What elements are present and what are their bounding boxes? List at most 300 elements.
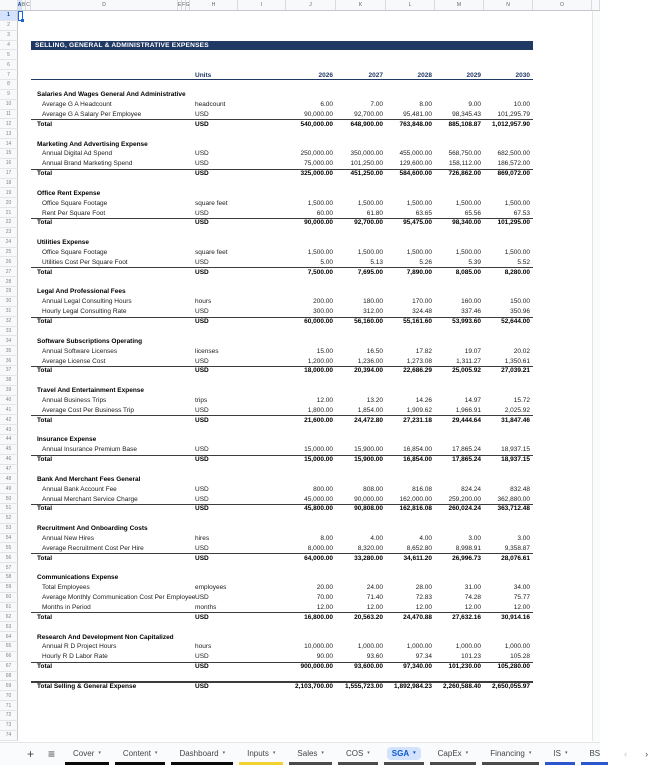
row-header-43[interactable]: 43: [0, 425, 18, 435]
cell-label[interactable]: Annual Brand Marketing Spend: [42, 160, 133, 168]
cell-value-2027[interactable]: 808.00: [363, 485, 383, 493]
cell-value-2026[interactable]: 21,600.00: [304, 416, 333, 424]
cell-label[interactable]: Annual Software Licenses: [42, 347, 118, 355]
cell-value-2029[interactable]: 160.00: [461, 298, 481, 306]
cell-value-2026[interactable]: 15,000.00: [304, 446, 333, 454]
row-header-35[interactable]: 35: [0, 346, 18, 356]
row-header-70[interactable]: 70: [0, 691, 18, 701]
sheet-tab-capex[interactable]: [430, 743, 477, 765]
cell-unit[interactable]: USD: [195, 653, 209, 661]
cell-unit[interactable]: USD: [195, 258, 209, 266]
row-header-73[interactable]: 73: [0, 721, 18, 731]
cell-unit[interactable]: hours: [195, 643, 212, 651]
row-header-47[interactable]: 47: [0, 465, 18, 475]
row-header-15[interactable]: 15: [0, 149, 18, 159]
cell-value-2026[interactable]: 90,000.00: [304, 111, 333, 119]
cell-value-2030[interactable]: 75.77: [513, 594, 530, 602]
column-header-i[interactable]: I: [238, 0, 286, 10]
row-header-42[interactable]: 42: [0, 415, 18, 425]
cell-unit[interactable]: USD: [195, 544, 209, 552]
cell-unit[interactable]: USD: [195, 150, 209, 158]
cell-value-2028[interactable]: 95,475.00: [403, 219, 432, 227]
section-header[interactable]: Software Subscriptions Operating: [37, 337, 143, 345]
cell-unit[interactable]: months: [195, 603, 217, 611]
cell-value-2028[interactable]: 170.00: [412, 298, 432, 306]
cell-value-2027[interactable]: 33,280.00: [354, 554, 383, 562]
cell-value-2030[interactable]: 27,039.21: [501, 367, 530, 375]
cell-value-2026[interactable]: 250,000.00: [300, 150, 333, 158]
cell-value-2027[interactable]: 24.00: [366, 584, 383, 592]
cell-value-2029[interactable]: 824.24: [461, 485, 481, 493]
cell-unit[interactable]: hours: [195, 298, 212, 306]
row-header-49[interactable]: 49: [0, 484, 18, 494]
cell-unit[interactable]: USD: [195, 594, 209, 602]
total-label[interactable]: Total: [37, 416, 53, 424]
cell-label[interactable]: Hourly R D Labor Rate: [42, 653, 108, 661]
column-header-k[interactable]: K: [336, 0, 386, 10]
cell-value-2028[interactable]: 63.65: [415, 209, 432, 217]
cell-value-2030[interactable]: 105,280.00: [497, 663, 530, 671]
cell-value-2027[interactable]: 12.00: [366, 603, 383, 611]
cell-value-2027[interactable]: 71.40: [366, 594, 383, 602]
scroll-tabs-left-button[interactable]: ‹: [624, 749, 628, 759]
cell-value-2026[interactable]: 1,800.00: [307, 406, 333, 414]
row-header-23[interactable]: 23: [0, 228, 18, 238]
cell-value-2027[interactable]: 15,900.00: [354, 446, 383, 454]
cell-value-2028[interactable]: 1,500.00: [406, 199, 432, 207]
cell-value-2027[interactable]: 648,900.00: [350, 120, 383, 128]
cell-value-2030[interactable]: 12.00: [513, 603, 530, 611]
total-label[interactable]: Total: [37, 554, 53, 562]
total-label[interactable]: Total: [37, 219, 53, 227]
sheet-tab-cos[interactable]: [338, 743, 378, 765]
row-header-40[interactable]: 40: [0, 396, 18, 406]
cell-value-2030[interactable]: 101,295.00: [497, 219, 530, 227]
chevron-down-icon[interactable]: ▾: [465, 750, 469, 756]
cell-unit[interactable]: USD: [195, 456, 209, 464]
cell-value-2026[interactable]: 800.00: [313, 485, 333, 493]
chevron-down-icon[interactable]: ▾: [98, 750, 101, 756]
cell-value-2027[interactable]: 93.60: [366, 653, 383, 661]
cell-value-2029[interactable]: 19.07: [464, 347, 481, 355]
cell-label[interactable]: Annual Merchant Service Charge: [42, 495, 138, 503]
cell-unit[interactable]: USD: [195, 406, 209, 414]
cell-value-2028[interactable]: 1,909.62: [406, 406, 432, 414]
total-label[interactable]: Total: [37, 170, 53, 178]
cell-unit[interactable]: square feet: [195, 249, 228, 257]
section-header[interactable]: Legal And Professional Fees: [37, 288, 126, 296]
chevron-down-icon[interactable]: ▾: [154, 750, 158, 756]
cell-value-2028[interactable]: 16,854.00: [403, 456, 432, 464]
row-header-9[interactable]: 9: [0, 90, 18, 100]
cell-unit[interactable]: USD: [195, 160, 209, 168]
cell-label[interactable]: Average Monthly Communication Cost Per Employee: [42, 594, 196, 602]
cell-value-2027[interactable]: 20,394.00: [354, 367, 383, 375]
add-sheet-button[interactable]: +: [27, 747, 35, 761]
column-header-overflow[interactable]: [592, 0, 600, 10]
cell-value-2030[interactable]: 832.48: [510, 485, 530, 493]
cell-value-2026[interactable]: 10,000.00: [304, 643, 333, 651]
cell-label[interactable]: Office Square Footage: [42, 199, 108, 207]
row-header-54[interactable]: 54: [0, 534, 18, 544]
cell-value-2027[interactable]: 8,320.00: [357, 544, 383, 552]
cell-value-2028[interactable]: 27,231.18: [403, 416, 432, 424]
cell-value-2027[interactable]: 24,472.80: [354, 416, 383, 424]
cell-unit[interactable]: USD: [195, 209, 209, 217]
row-header-59[interactable]: 59: [0, 583, 18, 593]
cell-value-2030[interactable]: 3.00: [517, 534, 530, 542]
units-column-header[interactable]: Units: [195, 71, 212, 79]
row-header-25[interactable]: 25: [0, 248, 18, 258]
cell-value-2029[interactable]: 8,998.91: [455, 544, 481, 552]
cell-value-2030[interactable]: 28,076.61: [501, 554, 530, 562]
cell-value-2026[interactable]: 5.00: [320, 258, 333, 266]
cell-value-2029[interactable]: 259,200.00: [448, 495, 481, 503]
column-header-h[interactable]: H: [190, 0, 238, 10]
cell-value-2029[interactable]: 27,632.16: [452, 613, 481, 621]
row-header-61[interactable]: 61: [0, 603, 18, 613]
cell-value-2028[interactable]: 14.26: [415, 396, 432, 404]
row-header-22[interactable]: 22: [0, 218, 18, 228]
total-label[interactable]: Total: [37, 456, 53, 464]
sheet-tab-dashboard[interactable]: [171, 743, 233, 765]
cell-value-2027[interactable]: 350,000.00: [350, 150, 383, 158]
cell-value-2030[interactable]: 186,572.00: [497, 160, 530, 168]
cell-value-2030[interactable]: 20.02: [513, 347, 530, 355]
cell-value-2029[interactable]: 17,865.24: [452, 446, 481, 454]
total-label[interactable]: Total: [37, 663, 53, 671]
cell-value-2030[interactable]: 105.28: [510, 653, 530, 661]
sheet-tab-financing[interactable]: [482, 743, 539, 765]
cell-value-2030[interactable]: 362,880.00: [497, 495, 530, 503]
cell-label[interactable]: Months in Period: [42, 603, 91, 611]
row-header-64[interactable]: 64: [0, 632, 18, 642]
cell-value-2027[interactable]: 61.80: [366, 209, 383, 217]
cell-value-2028[interactable]: 34,611.20: [403, 554, 432, 562]
cell-value-2028[interactable]: 28.00: [415, 584, 432, 592]
total-label[interactable]: Total: [37, 367, 53, 375]
cell-value-2029[interactable]: 101.23: [461, 653, 481, 661]
cell-value-2028[interactable]: 584,600.00: [399, 170, 432, 178]
cell-value-2026[interactable]: 300.00: [313, 308, 333, 316]
section-header[interactable]: Research And Development Non Capitalized: [37, 633, 174, 641]
cell-value-2028[interactable]: 1,000.00: [406, 643, 432, 651]
cell-value-2027[interactable]: 1,500.00: [357, 199, 383, 207]
cell-value-2029[interactable]: 2,260,588.40: [443, 682, 481, 690]
cell-unit[interactable]: USD: [195, 554, 209, 562]
cell-label[interactable]: Annual New Hires: [42, 534, 95, 542]
cell-unit[interactable]: USD: [195, 367, 209, 375]
cell-value-2027[interactable]: 1,236.00: [357, 357, 383, 365]
column-header-g[interactable]: G: [185, 2, 190, 8]
cell-value-2027[interactable]: 90,808.00: [354, 505, 383, 513]
row-header-27[interactable]: 27: [0, 267, 18, 277]
cell-value-2026[interactable]: 8,000.00: [307, 544, 333, 552]
cell-value-2029[interactable]: 337.46: [461, 308, 481, 316]
row-header-18[interactable]: 18: [0, 179, 18, 189]
column-header-d[interactable]: D: [31, 0, 178, 10]
cell-value-2029[interactable]: 3.00: [468, 534, 481, 542]
cell-value-2030[interactable]: 67.53: [513, 209, 530, 217]
cell-value-2029[interactable]: 53,993.60: [452, 318, 481, 326]
column-header-m[interactable]: M: [435, 0, 484, 10]
row-header-51[interactable]: 51: [0, 504, 18, 514]
row-header-13[interactable]: 13: [0, 129, 18, 139]
cell-value-2028[interactable]: 816.08: [412, 485, 432, 493]
cell-unit[interactable]: licenses: [195, 347, 219, 355]
sheet-tab-bs[interactable]: [581, 743, 608, 765]
cell-value-2027[interactable]: 15,900.00: [354, 456, 383, 464]
row-header-37[interactable]: 37: [0, 366, 18, 376]
chevron-down-icon[interactable]: ▾: [222, 750, 226, 756]
cell-value-2030[interactable]: 1,000.00: [504, 643, 530, 651]
page-title[interactable]: SELLING, GENERAL & ADMINISTRATIVE EXPENSES: [31, 41, 533, 50]
row-header-33[interactable]: 33: [0, 327, 18, 337]
cell-value-2029[interactable]: 29,444.64: [452, 416, 481, 424]
cell-value-2029[interactable]: 8,085.00: [455, 268, 481, 276]
cell-value-2026[interactable]: 15,000.00: [304, 456, 333, 464]
cell-label[interactable]: Average License Cost: [42, 357, 106, 365]
row-header-24[interactable]: 24: [0, 238, 18, 248]
row-header-5[interactable]: 5: [0, 50, 18, 60]
cell-value-2029[interactable]: 5.39: [468, 258, 481, 266]
cell-value-2030[interactable]: 2,025.92: [504, 406, 530, 414]
cell-label[interactable]: Average Cost Per Business Trip: [42, 406, 135, 414]
cell-value-2030[interactable]: 2,650,055.97: [492, 682, 530, 690]
total-label[interactable]: Total: [37, 268, 53, 276]
cell-value-2027[interactable]: 1,854.00: [357, 406, 383, 414]
cell-unit[interactable]: headcount: [195, 101, 226, 109]
cell-value-2027[interactable]: 93,600.00: [354, 663, 383, 671]
row-header-6[interactable]: 6: [0, 60, 18, 70]
cell-value-2029[interactable]: 1,500.00: [455, 249, 481, 257]
cell-value-2027[interactable]: 5.13: [370, 258, 383, 266]
cell-value-2030[interactable]: 30,914.16: [501, 613, 530, 621]
chevron-down-icon[interactable]: ▾: [413, 750, 416, 756]
row-header-14[interactable]: 14: [0, 139, 18, 149]
year-column-header-2027[interactable]: 2027: [368, 71, 383, 79]
row-header-30[interactable]: 30: [0, 297, 18, 307]
cell-unit[interactable]: USD: [195, 357, 209, 365]
row-header-39[interactable]: 39: [0, 386, 18, 396]
section-header[interactable]: Bank And Merchant Fees General: [37, 475, 141, 483]
cell-value-2030[interactable]: 52,644.00: [501, 318, 530, 326]
column-header-b[interactable]: B: [21, 2, 26, 8]
cell-value-2028[interactable]: 1,273.08: [406, 357, 432, 365]
cell-unit[interactable]: USD: [195, 446, 209, 454]
year-column-header-2030[interactable]: 2030: [515, 71, 530, 79]
cell-value-2028[interactable]: 129,600.00: [399, 160, 432, 168]
cell-value-2029[interactable]: 65.56: [464, 209, 481, 217]
row-header-66[interactable]: 66: [0, 652, 18, 662]
row-header-20[interactable]: 20: [0, 198, 18, 208]
cell-value-2027[interactable]: 92,700.00: [354, 111, 383, 119]
cell-label[interactable]: Annual Digital Ad Spend: [42, 150, 113, 158]
cell-value-2030[interactable]: 15.72: [513, 396, 530, 404]
chevron-down-icon[interactable]: ▾: [528, 750, 532, 756]
sheet-tab-is[interactable]: [545, 743, 575, 765]
cell-value-2029[interactable]: 260,024.24: [448, 505, 481, 513]
cell-label[interactable]: Rent Per Square Foot: [42, 209, 106, 217]
row-header-16[interactable]: 16: [0, 159, 18, 169]
row-header-3[interactable]: 3: [0, 31, 18, 41]
row-header-57[interactable]: 57: [0, 563, 18, 573]
cell-value-2026[interactable]: 2,103,700.00: [295, 682, 333, 690]
row-header-45[interactable]: 45: [0, 445, 18, 455]
year-column-header-2029[interactable]: 2029: [466, 71, 481, 79]
cell-value-2028[interactable]: 97.34: [415, 653, 432, 661]
cell-unit[interactable]: USD: [195, 505, 209, 513]
total-label[interactable]: Total: [37, 120, 53, 128]
cell-value-2026[interactable]: 60.00: [316, 209, 333, 217]
cell-value-2027[interactable]: 90,000.00: [354, 495, 383, 503]
row-header-41[interactable]: 41: [0, 405, 18, 415]
section-header[interactable]: Recruitment And Onboarding Costs: [37, 525, 148, 533]
cell-value-2026[interactable]: 60,000.00: [304, 318, 333, 326]
sheet-tab-sga[interactable]: [384, 743, 424, 765]
row-header-26[interactable]: 26: [0, 257, 18, 267]
cell-value-2030[interactable]: 5.52: [517, 258, 530, 266]
row-header-63[interactable]: 63: [0, 622, 18, 632]
row-header-68[interactable]: 68: [0, 672, 18, 682]
column-header-l[interactable]: L: [386, 0, 435, 10]
cell-value-2029[interactable]: 98,345.43: [452, 111, 481, 119]
row-header-10[interactable]: 10: [0, 100, 18, 110]
row-header-2[interactable]: 2: [0, 21, 18, 31]
column-header-a[interactable]: A: [17, 2, 22, 8]
cell-value-2029[interactable]: 885,108.87: [448, 120, 481, 128]
cell-value-2026[interactable]: 8.00: [320, 534, 333, 542]
section-header[interactable]: Travel And Entertainment Expense: [37, 387, 145, 395]
cell-value-2026[interactable]: 6.00: [320, 101, 333, 109]
cell-unit[interactable]: USD: [195, 682, 209, 690]
cell-value-2030[interactable]: 1,012,957.90: [492, 120, 530, 128]
row-header-58[interactable]: 58: [0, 573, 18, 583]
cell-label[interactable]: Annual Insurance Premium Base: [42, 446, 138, 454]
cell-value-2030[interactable]: 682,500.00: [497, 150, 530, 158]
section-header[interactable]: Utilities Expense: [37, 239, 90, 247]
cell-value-2030[interactable]: 150.00: [510, 298, 530, 306]
column-header-f[interactable]: F: [181, 2, 186, 8]
cell-value-2030[interactable]: 34.00: [513, 584, 530, 592]
cell-value-2029[interactable]: 1,500.00: [455, 199, 481, 207]
cell-value-2027[interactable]: 180.00: [363, 298, 383, 306]
row-header-36[interactable]: 36: [0, 356, 18, 366]
cell-value-2026[interactable]: 540,000.00: [300, 120, 333, 128]
row-header-55[interactable]: 55: [0, 543, 18, 553]
cell-value-2027[interactable]: 7.00: [370, 101, 383, 109]
cell-unit[interactable]: hires: [195, 534, 210, 542]
cell-value-2029[interactable]: 568,750.00: [448, 150, 481, 158]
cell-value-2026[interactable]: 18,000.00: [304, 367, 333, 375]
cell-value-2029[interactable]: 17,865.24: [452, 456, 481, 464]
cell-value-2028[interactable]: 55,161.60: [403, 318, 432, 326]
cell-value-2027[interactable]: 7,695.00: [357, 268, 383, 276]
cell-value-2027[interactable]: 1,000.00: [357, 643, 383, 651]
row-header-31[interactable]: 31: [0, 307, 18, 317]
cell-value-2027[interactable]: 13.20: [366, 396, 383, 404]
column-header-n[interactable]: N: [484, 0, 533, 10]
cell-value-2030[interactable]: 1,350.61: [504, 357, 530, 365]
cell-value-2026[interactable]: 90.00: [316, 653, 333, 661]
cell-value-2029[interactable]: 1,311.27: [456, 357, 481, 365]
cell-value-2029[interactable]: 158,112.00: [448, 160, 481, 168]
cell-unit[interactable]: USD: [195, 111, 209, 119]
cell-value-2028[interactable]: 162,816.08: [399, 505, 432, 513]
row-header-50[interactable]: 50: [0, 494, 18, 504]
cell-value-2028[interactable]: 16,854.00: [403, 446, 432, 454]
row-header-56[interactable]: 56: [0, 553, 18, 563]
cell-unit[interactable]: USD: [195, 416, 209, 424]
row-header-46[interactable]: 46: [0, 455, 18, 465]
row-header-12[interactable]: 12: [0, 119, 18, 129]
row-header-7[interactable]: 7: [0, 70, 18, 80]
cell-label[interactable]: Utilities Cost Per Square Foot: [42, 258, 128, 266]
row-header-65[interactable]: 65: [0, 642, 18, 652]
cell-value-2029[interactable]: 101,230.00: [448, 663, 481, 671]
column-header-e[interactable]: E: [177, 2, 182, 8]
total-label[interactable]: Total: [37, 505, 53, 513]
section-header[interactable]: Office Rent Expense: [37, 189, 101, 197]
year-column-header-2026[interactable]: 2026: [318, 71, 333, 79]
cell-unit[interactable]: USD: [195, 663, 209, 671]
cell-unit[interactable]: USD: [195, 268, 209, 276]
row-header-17[interactable]: 17: [0, 169, 18, 179]
cell-unit[interactable]: USD: [195, 613, 209, 621]
cell-value-2027[interactable]: 1,500.00: [357, 249, 383, 257]
cell-unit[interactable]: USD: [195, 120, 209, 128]
cell-label[interactable]: Average Recruitment Cost Per Hire: [42, 544, 144, 552]
all-sheets-menu-icon[interactable]: ≡: [48, 747, 56, 761]
fill-handle[interactable]: [21, 19, 24, 22]
cell-value-2026[interactable]: 45,000.00: [304, 495, 333, 503]
cell-label[interactable]: Annual Business Trips: [42, 396, 107, 404]
cell-value-2030[interactable]: 9,358.87: [504, 544, 530, 552]
cell-value-2026[interactable]: 12.00: [316, 396, 333, 404]
chevron-down-icon[interactable]: ▾: [367, 750, 370, 756]
cell-value-2028[interactable]: 8.00: [419, 101, 432, 109]
cell-value-2027[interactable]: 1,555,723.00: [345, 682, 383, 690]
cell-value-2030[interactable]: 869,072.00: [497, 170, 530, 178]
row-header-72[interactable]: 72: [0, 711, 18, 721]
cell-unit[interactable]: trips: [195, 396, 208, 404]
row-header-8[interactable]: 8: [0, 80, 18, 90]
row-header-28[interactable]: 28: [0, 277, 18, 287]
chevron-down-icon[interactable]: ▾: [272, 750, 276, 756]
cell-label[interactable]: Annual Bank Account Fee: [42, 485, 117, 493]
cell-value-2029[interactable]: 1,000.00: [455, 643, 481, 651]
total-label[interactable]: Total: [37, 318, 53, 326]
section-header[interactable]: Insurance Expense: [37, 436, 97, 444]
cell-value-2029[interactable]: 14.97: [464, 396, 481, 404]
cell-unit[interactable]: USD: [195, 170, 209, 178]
cell-value-2026[interactable]: 75,000.00: [304, 160, 333, 168]
row-header-48[interactable]: 48: [0, 474, 18, 484]
cell-value-2028[interactable]: 1,892,984.23: [394, 682, 432, 690]
row-header-67[interactable]: 67: [0, 662, 18, 672]
cell-value-2029[interactable]: 1,966.91: [455, 406, 481, 414]
cell-value-2026[interactable]: 900,000.00: [300, 663, 333, 671]
cell-value-2030[interactable]: 363,712.48: [497, 505, 530, 513]
cell-value-2026[interactable]: 70.00: [316, 594, 333, 602]
cell-value-2029[interactable]: 26,996.73: [452, 554, 481, 562]
sheet-tab-sales[interactable]: [289, 743, 332, 765]
row-header-62[interactable]: 62: [0, 612, 18, 622]
cell-value-2028[interactable]: 7,890.00: [406, 268, 432, 276]
cell-value-2026[interactable]: 45,800.00: [304, 505, 333, 513]
cell-value-2028[interactable]: 5.26: [419, 258, 432, 266]
section-header[interactable]: Communications Expense: [37, 574, 119, 582]
